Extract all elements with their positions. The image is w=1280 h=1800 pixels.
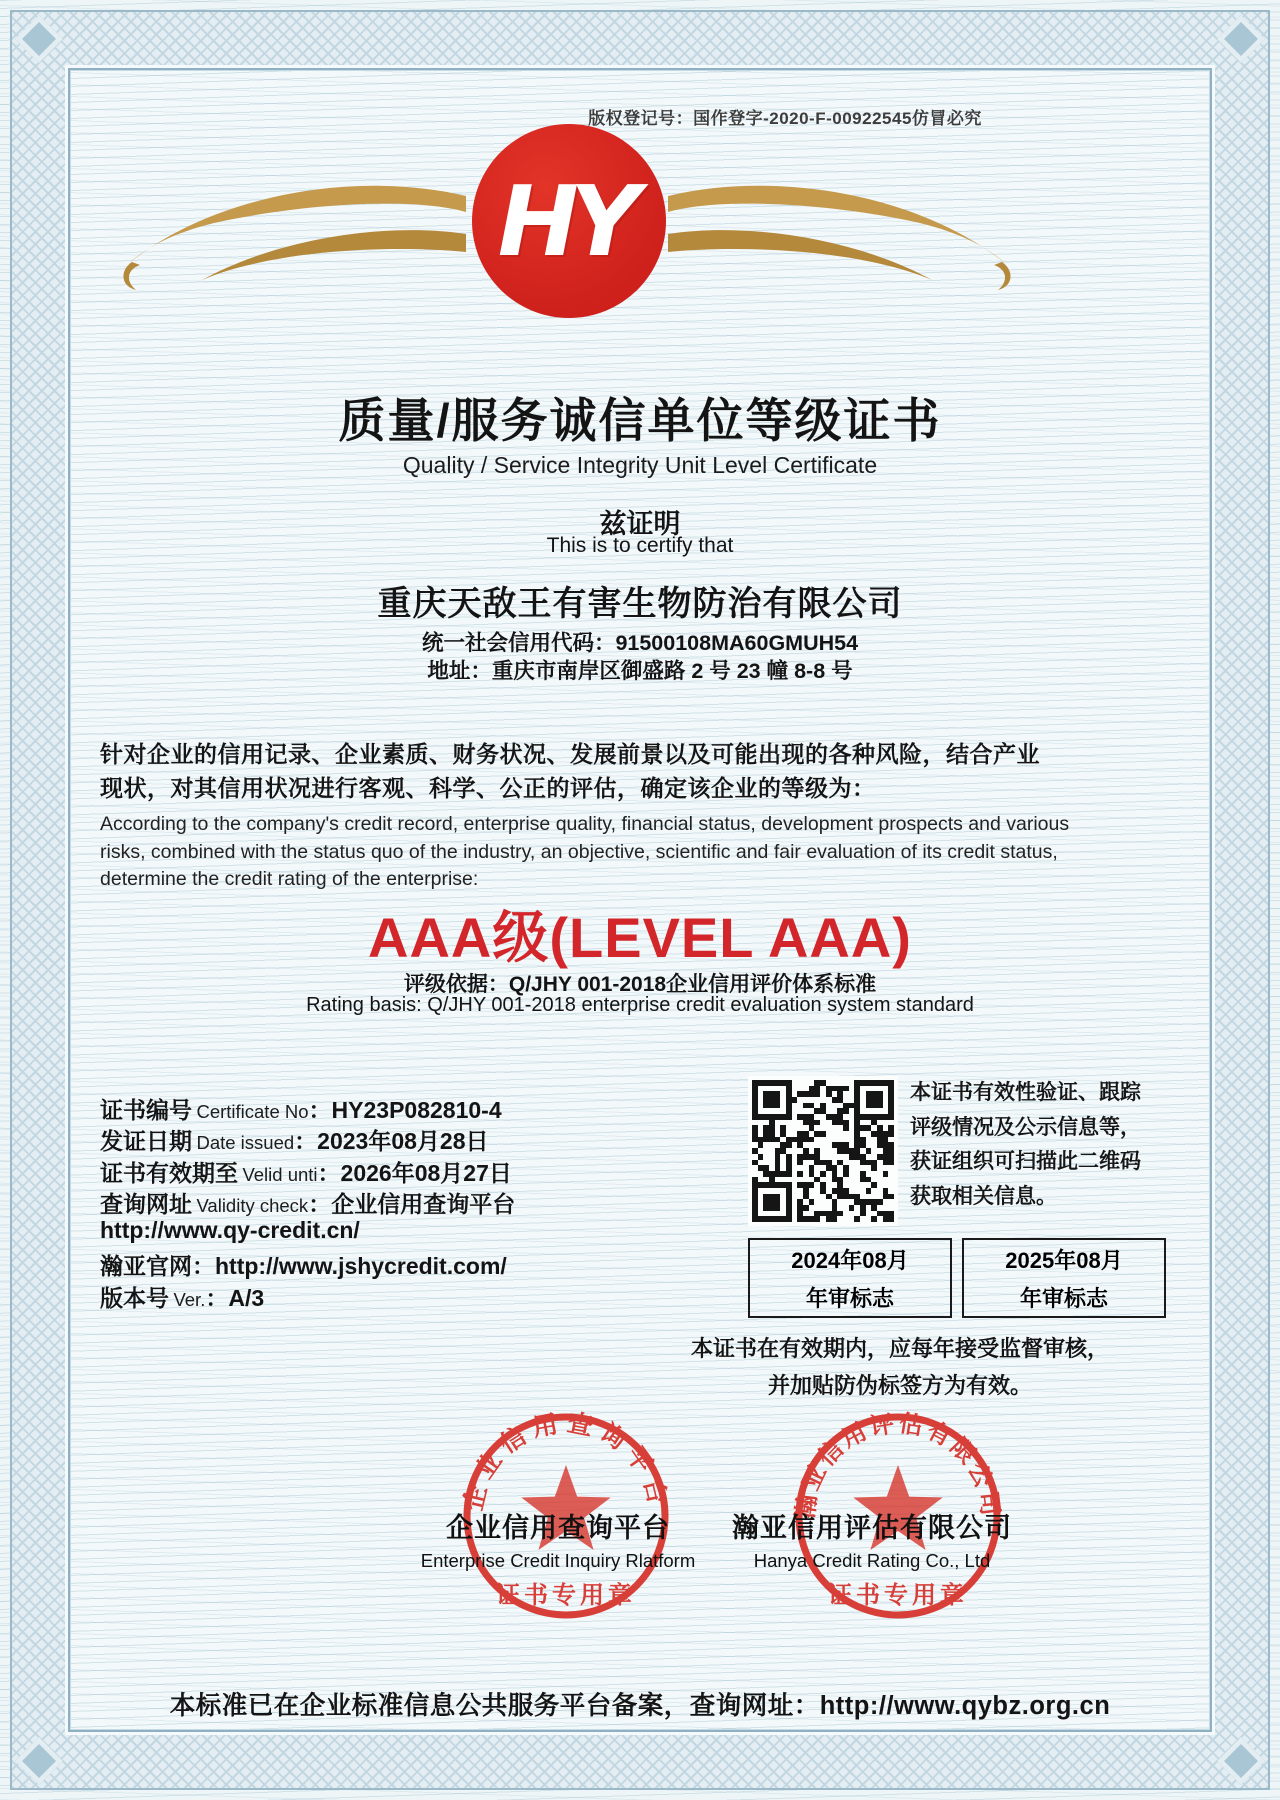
detail-row-hanya-website <box>100 1248 515 1279</box>
rating-level: AAA级(LEVEL AAA) <box>368 906 912 969</box>
stamp-arc-text: 企业信用查询平台 <box>459 1408 673 1514</box>
qr-instruction-line: 评级情况及公示信息等， <box>910 1115 1141 1139</box>
detail-value: ：A/3 <box>205 1284 265 1311</box>
detail-label-zh: 查询网址 <box>100 1190 192 1217</box>
org-enterprise-credit-inquiry <box>408 1510 708 1576</box>
qr-instruction-line: 本证书有效性验证、跟踪 <box>910 1081 1141 1104</box>
detail-label-en: Date issued <box>196 1132 295 1154</box>
detail-row-date-issued <box>100 1123 515 1154</box>
certificate-title-en: Quality / Service Integrity Unit Level Certificate <box>402 452 878 478</box>
annual-review-date: 2025年08月 <box>1005 1247 1123 1273</box>
annual-review-box-2024 <box>748 1238 952 1318</box>
evaluation-en-line3: determine the credit rating of the enterprise: <box>100 868 479 890</box>
annual-review-label: 年审标志 <box>805 1285 894 1311</box>
stamp-banner-text: 证书专用章 <box>828 1582 968 1609</box>
rating-basis-en: Rating basis: Q/JHY 001-2018 enterprise credit evaluation system standard <box>306 994 974 1016</box>
hy-logo <box>472 124 666 318</box>
detail-label-zh: 发证日期 <box>100 1128 192 1155</box>
stamp-arc-text: 瀚亚信用评估有限公司 <box>792 1410 1004 1520</box>
supervision-note-line2: 并加贴防伪标签方为有效。 <box>767 1373 1032 1398</box>
detail-value: ：2023年08月28日 <box>294 1128 489 1155</box>
detail-label-zh: 证书编号 <box>100 1097 192 1123</box>
evaluation-en-line2: risks, combined with the status quo of the industry, an objective, scientific and fair evaluation of its credit status, <box>100 840 1058 863</box>
footer-registration-line: 本标准已在企业标准信息公共服务平台备案，查询网址：http://www.qybz.org.cn <box>169 1692 1111 1720</box>
detail-value: ：2026年08月27日 <box>317 1159 512 1186</box>
detail-value: ：企业信用查询平台 <box>308 1190 516 1217</box>
company-address: 地址：重庆市南岸区御盛路 2 号 23 幢 8-8 号 <box>427 659 853 683</box>
detail-row-valid-until <box>100 1155 515 1186</box>
qr-instruction-line: 获证组织可扫描此二维码 <box>910 1150 1141 1173</box>
org-name-en: Enterprise Credit Inquiry Rlatform <box>420 1550 696 1571</box>
org-hanya-credit-rating <box>710 1510 1034 1576</box>
stamp-banner-text: 证书专用章 <box>496 1582 636 1609</box>
annual-review-box-2025 <box>962 1238 1166 1318</box>
detail-row-certificate-no <box>100 1092 515 1123</box>
evaluation-zh-line1: 针对企业的信用记录、企业素质、财务状况、发展前景以及可能出现的各种风险，结合产业 <box>100 741 1040 767</box>
annual-review-date: 2024年08月 <box>791 1247 909 1273</box>
detail-row-validity-check <box>100 1186 515 1217</box>
copyright-registration-line: 版权登记号：国作登字-2020-F-00922545仿冒必究 <box>588 109 982 128</box>
detail-label-zh: 瀚亚官网 <box>100 1253 192 1280</box>
detail-row-query-url <box>100 1217 515 1248</box>
certify-en: This is to certify that <box>546 534 734 557</box>
qr-code <box>748 1076 898 1226</box>
supervision-note <box>650 1330 1150 1404</box>
org-name-zh: 瀚亚信用评估有限公司 <box>732 1513 1012 1543</box>
gold-flourish-left <box>118 168 466 308</box>
evaluation-paragraph <box>100 737 1182 894</box>
evaluation-en-line1: According to the company's credit record, enterprise quality, financial status, development prospects and various <box>100 813 1070 835</box>
detail-value: ：HY23P082810-4 <box>308 1097 502 1123</box>
detail-label-en: Velid unti <box>242 1163 318 1185</box>
org-name-zh: 企业信用查询平台 <box>446 1513 670 1543</box>
qr-instructions <box>910 1076 1190 1214</box>
supervision-note-line1: 本证书在有效期内，应每年接受监督审核， <box>690 1336 1109 1361</box>
certificate-details <box>100 1092 515 1311</box>
qr-instruction-line: 获取相关信息。 <box>910 1184 1057 1208</box>
certificate-title-zh: 质量/服务诚信单位等级证书 <box>338 394 942 447</box>
detail-row-version <box>100 1280 515 1311</box>
company-credit-code: 统一社会信用代码：91500108MA60GMUH54 <box>421 631 859 655</box>
detail-label-en: Ver. <box>173 1288 206 1310</box>
detail-label-zh: 版本号 <box>100 1284 169 1311</box>
detail-label-en: Validity check <box>196 1194 309 1216</box>
detail-label-zh: 证书有效期至 <box>100 1159 238 1186</box>
detail-value-url: http://www.qy-credit.cn/ <box>100 1217 360 1244</box>
annual-review-label: 年审标志 <box>1019 1285 1108 1311</box>
evaluation-zh-line2: 现状，对其信用状况进行客观、科学、公正的评估，确定该企业的等级为： <box>100 775 876 801</box>
detail-value-url: ：http://www.jshycredit.com/ <box>192 1253 507 1280</box>
gold-flourish-right <box>668 168 1016 308</box>
org-name-en: Hanya Credit Rating Co., Ltd <box>753 1550 991 1571</box>
company-name: 重庆天敌王有害生物防治有限公司 <box>377 585 903 623</box>
rating-basis-zh: 评级依据：Q/JHY 001-2018企业信用评价体系标准 <box>403 973 877 996</box>
hy-logo-letters: HY <box>497 164 632 278</box>
detail-label-en: Certificate No <box>196 1101 309 1122</box>
certify-zh: 兹证明 <box>599 509 681 539</box>
